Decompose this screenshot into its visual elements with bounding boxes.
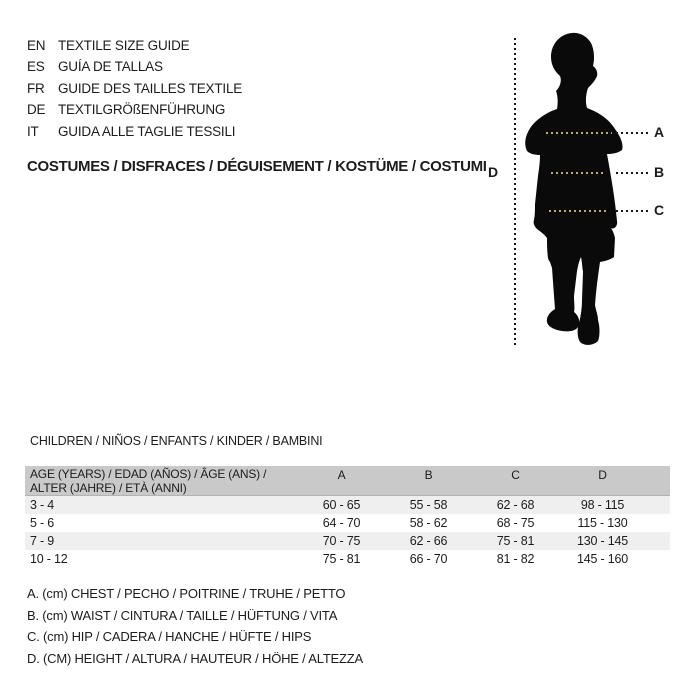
waist-label: B xyxy=(653,164,665,180)
legend-line-height: D. (CM) HEIGHT / ALTURA / HAUTEUR / HÖHE / ALTEZZA xyxy=(27,650,363,666)
size-table xyxy=(25,466,670,568)
language-label: GUÍA DE TALLAS xyxy=(58,59,163,75)
legend-line-chest: A. (cm) CHEST / PECHO / POITRINE / TRUHE / PETTO xyxy=(27,586,346,601)
category-title: COSTUMES / DISFRACES / DÉGUISEMENT / KOSTÜME / COSTUMI xyxy=(27,158,487,175)
hip-line-pointer xyxy=(616,210,649,212)
hip-cell: 62 - 68 xyxy=(496,498,535,512)
legend-line-hip: C. (cm) HIP / CADERA / HANCHE / HÜFTE / HIPS xyxy=(27,629,312,645)
table-row xyxy=(25,496,670,514)
hip-cell: 75 - 81 xyxy=(496,534,535,548)
language-code: FR xyxy=(27,80,45,96)
measurement-legend xyxy=(27,583,363,669)
row-right-pad xyxy=(646,496,670,514)
height-cell: 98 - 115 xyxy=(580,498,625,512)
language-label: GUIDA ALLE TAGLIE TESSILI xyxy=(58,123,236,139)
row-right-pad xyxy=(646,532,670,550)
table-header-row xyxy=(25,466,670,496)
height-label: D xyxy=(487,164,499,180)
height-cell: 145 - 160 xyxy=(576,552,629,566)
chest-cell: 60 - 65 xyxy=(322,498,361,512)
column-header-b: B xyxy=(424,468,433,482)
hip-cell: 81 - 82 xyxy=(496,552,535,566)
language-code: ES xyxy=(27,59,45,75)
language-label: TEXTILGRÖßENFÜHRUNG xyxy=(58,102,226,118)
section-title-children: CHILDREN / NIÑOS / ENFANTS / KINDER / BAMBINI xyxy=(30,434,323,448)
language-code: IT xyxy=(27,123,39,139)
waist-cell: 62 - 66 xyxy=(409,534,448,548)
waist-line-pointer xyxy=(616,172,649,174)
language-label: GUIDE DES TAILLES TEXTILE xyxy=(58,80,243,96)
table-row xyxy=(25,514,670,532)
hip-cell: 68 - 75 xyxy=(496,516,535,530)
language-code: DE xyxy=(27,102,46,118)
chest-cell: 75 - 81 xyxy=(322,552,361,566)
column-header-c: C xyxy=(511,468,520,482)
header-right-pad xyxy=(646,466,670,495)
legend-line-waist: B. (cm) WAIST / CINTURA / TAILLE / HÜFTUNG / VITA xyxy=(27,607,338,623)
age-cell: 10 - 12 xyxy=(30,552,68,566)
chest-label: A xyxy=(653,124,665,140)
row-right-pad xyxy=(646,514,670,532)
waist-cell: 58 - 62 xyxy=(409,516,448,530)
hip-line-body xyxy=(549,210,609,212)
age-header-line2: ALTER (JAHRE) / ETÀ (ANNI) xyxy=(30,480,187,495)
age-cell: 5 - 6 xyxy=(30,516,55,530)
chest-line-body xyxy=(546,132,612,134)
age-cell: 3 - 4 xyxy=(30,498,55,512)
hip-label: C xyxy=(653,202,665,218)
waist-cell: 66 - 70 xyxy=(409,552,448,566)
waist-cell: 55 - 58 xyxy=(409,498,448,512)
chest-line-pointer xyxy=(616,132,649,134)
chest-cell: 70 - 75 xyxy=(322,534,361,548)
child-silhouette-icon xyxy=(520,24,662,350)
table-row xyxy=(25,550,670,568)
age-column-header xyxy=(25,466,298,495)
table-row xyxy=(25,532,670,550)
height-cell: 130 - 145 xyxy=(576,534,629,548)
column-header-d: D xyxy=(598,468,607,482)
row-right-pad xyxy=(646,550,670,568)
column-header-a: A xyxy=(337,468,346,482)
age-header-line1: AGE (YEARS) / EDAD (AÑOS) / ÂGE (ANS) / xyxy=(30,467,267,481)
waist-line-body xyxy=(551,172,606,174)
height-line xyxy=(514,38,516,346)
chest-cell: 64 - 70 xyxy=(322,516,361,530)
height-cell: 115 - 130 xyxy=(577,516,628,530)
language-code: EN xyxy=(27,38,46,53)
language-label: TEXTILE SIZE GUIDE xyxy=(58,38,190,53)
age-cell: 7 - 9 xyxy=(30,534,55,548)
